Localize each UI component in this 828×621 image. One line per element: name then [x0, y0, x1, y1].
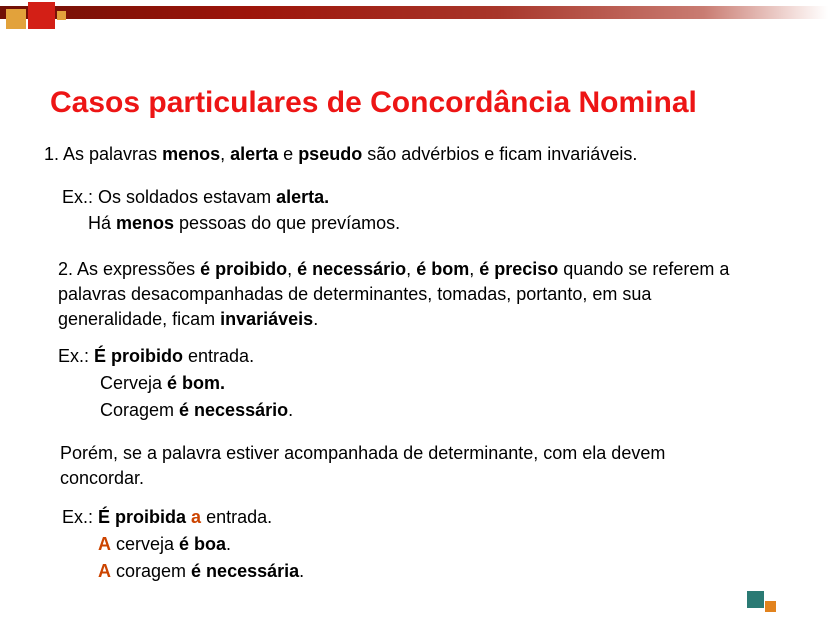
example-3-line-1: Ex.: É proibida a entrada. [62, 507, 273, 527]
decoration-teal-square [747, 591, 764, 608]
example-3-line-3: A coragem é necessária. [98, 561, 305, 581]
decoration-gold-square-small [57, 11, 66, 20]
example-3-line-2: A cerveja é boa. [98, 534, 232, 554]
example-2-line-2: Cerveja é bom. [100, 373, 226, 393]
example-2-line-3: Coragem é necessário. [100, 400, 294, 420]
example-1-line-1: Ex.: Os soldados estavam alerta. [62, 187, 330, 207]
slide-title: Casos particulares de Concordância Nominal [50, 86, 697, 120]
example-1-line-2: Há menos pessoas do que prevíamos. [88, 213, 401, 233]
example-2-line-1: Ex.: É proibido entrada. [58, 346, 255, 366]
rule-1-text: 1. As palavras menos, alerta e pseudo são advérbios e ficam invariáveis. [44, 144, 638, 164]
decoration-red-square [28, 2, 55, 29]
rule-2-note-text: Porém, se a palavra estiver acompanhada de determinante, com ela devem concordar. [60, 443, 666, 488]
decoration-gold-square [6, 9, 26, 29]
rule-2-text: 2. As expressões é proibido, é necessário, é bom, é preciso quando se referem a palavras desacompanhadas de determinantes, tomadas, portanto, em sua generalidade, ficam invariáveis. [58, 259, 730, 329]
decoration-orange-square [765, 601, 776, 612]
decoration-top-bar [0, 6, 828, 19]
slide-body [0, 128, 828, 584]
